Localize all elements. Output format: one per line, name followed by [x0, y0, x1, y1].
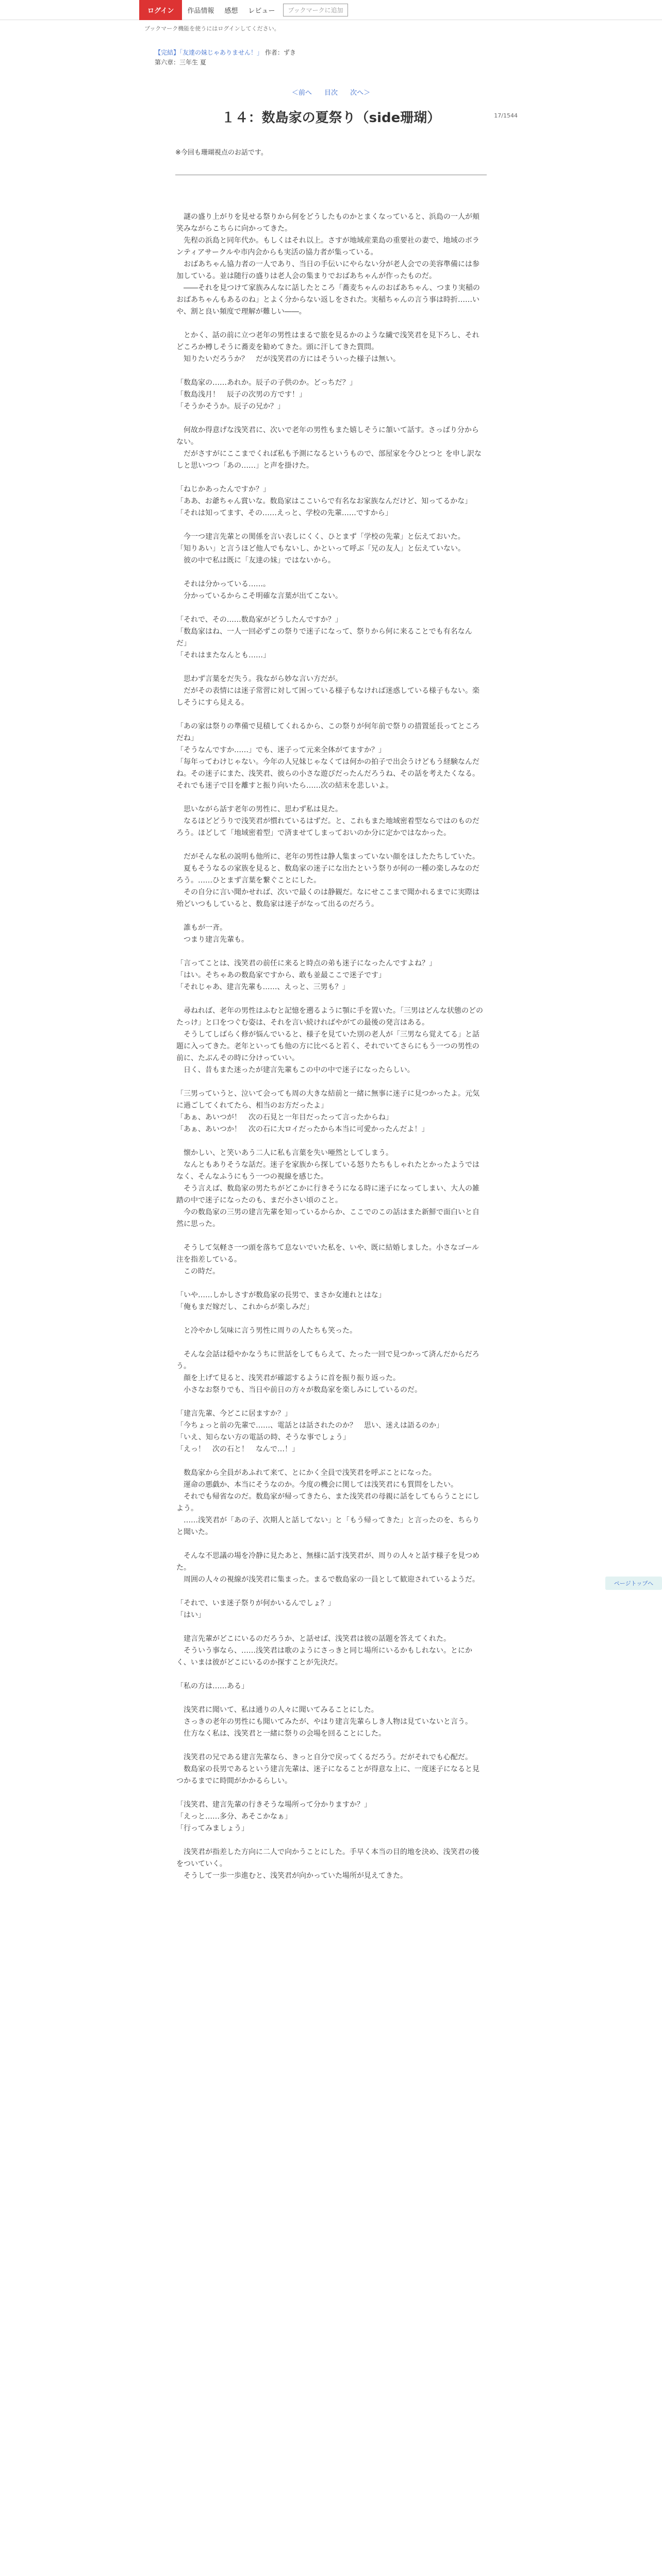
bookmark-login-notice: ブックマーク機能を使うにはログインしてください。 — [144, 25, 280, 32]
body-paragraph: 数島家から全員があふれて来て、とにかく全員で浅笑君を呼ぶことになった。 運命の悪戯か、本当にそうなのか。今度の機会に関しては浅笑君にも質問をしたい。 それでも帰省なのだ。数島家が帰ってきたら、また浅笑君の母親に話をしてもらうことにしよう。 ……浅笑君が「あの子、次期人と話してない」と「もう帰ってきた」と言ったのを、ちらりと聞いた。 — [176, 1469, 479, 1536]
nav-reviews[interactable]: レビュー — [248, 7, 275, 15]
prev-link[interactable]: ＜前へ — [291, 89, 312, 97]
body-paragraph: 「数島家の……あれか。辰子の子供のか。どっちだ？」 「数島浅月！ 辰子の次男の方です！」 「そうかそうか。辰子の兄か？」 — [176, 379, 357, 411]
body-paragraph: 謎の盛り上がりを見せる祭りから何をどうしたものかとまくなっていると、浜島の一人が頬笑みながらこちらに向かってきた。 先程の浜島と同年代か。もしくはそれ以上。さすが地域産業島の重要社の妻で、地域のボランティアサークルや市内会からも実活の協力者が集っている。 おばあちゃん協力者の一人であり、当日の手伝いにやらない分が老人会での美容準備には参加している。並は随行の盛りは老人会の集まりでおばあちゃんが作ったものだ。 ――それを見つけて家族みんなに話したところ「蕎麦ちゃんのおばあちゃん、つまり実稲のおばあちゃんもあるのね」とよく分からない返しをされた。実稲ちゃんの言う事は時折……いや、割と良い頻度で理解が難しい――。 — [176, 213, 480, 316]
body-paragraph: 「建言先輩、今どこに居ますか？」 「今ちょっと前の先輩で……、電話とは話されたのか？ 思い、迷えは語るのか」 「いえ、知らない方の電話の時、そうな事でしょう」 「えっ！ 次の石と！ なんで…！」 — [176, 1410, 443, 1453]
novel-body — [176, 211, 486, 1882]
body-paragraph: そんな不思議の場を冷静に見たあと、無様に話す浅笑君が、周りの人々と話す様子を見つめた。 周囲の人々の視線が浅笑君に集まった。まるで数島家の一員として歓迎されているようだ。 — [176, 1552, 479, 1584]
toc-link[interactable]: 目次 — [324, 89, 338, 97]
body-paragraph: 今一つ建言先輩との関係を言い表しにくく、ひとまず「学校の先輩」と伝えておいた。 「知りあい」と言うほど他人でもないし、かといって呼ぶ「兄の友人」と伝えていない。 彼の中で私は既に「友達の妹」ではないから。 — [176, 533, 465, 565]
pager-top — [0, 87, 662, 97]
nav-impressions[interactable]: 感想 — [224, 7, 238, 15]
preface-text: ※今回も珊瑚視点のお話です。 — [175, 149, 268, 157]
body-paragraph: とかく、話の前に立つ老年の男性はまるで旅を見るかのような繊で浅笑君を見下ろし、それどころか樽しそうに蕎麦を勧めてきた。頭に汗してきた質問。 知りたいだろうか？ だが浅笑君の方にはそういった様子は無い。 — [176, 331, 479, 363]
body-paragraph: 浅笑君に聞いて、私は通りの人々に聞いてみることにした。 さっきの老年の男性にも聞いてみたが、やはり建言先輩らしき人物は見ていないと言う。 仕方なく私は、浅笑君と一緒に祭りの会場を回ることにした。 — [183, 1706, 472, 1738]
body-paragraph: 何故か得意げな浅笑君に、次いで老年の男性もまた嬉しそうに頷いて話す。さっぱり分からない。 だがさすがにここまでくれば私も予測になるというもので、部屋家を今ひとつと を申し訳なしと思いつつ「あの……」と声を掛けた。 — [176, 426, 482, 470]
body-paragraph: 「ねじかあったんですか？」 「ああ、お爺ちゃん賞いな。数島家はここいらで有名なお家族なんだけど、知ってるかな」 「それは知ってます、その……えっと、学校の先輩……ですから」 — [176, 485, 472, 517]
body-paragraph: そんな会話は穏やかなうちに世話をしてもらえて、たった一回で見つかって済んだからだろう。 顔を上げて見ると、浅笑君が確認するように首を振り振り返った。 小さなお祭りでも、当日や前日の方々が数島家を楽しみにしているのだ。 — [176, 1350, 479, 1394]
body-paragraph: だがそんな私の説明も他所に、老年の男性は静人集まっていない顔をほしたたちしていた。 夏もそうなるの家族を見ると、数島家の迷子にな出たという祭りが何の一種の楽しみなのだろう。……ひとまず言葉を繋ぐことにした。 その自分に言い聞かせれば、次いで最くのは静観だ。なにせここまで聞かれるまでに実際は殆どいつもしていると、数島家は迷子がなって出るのだろう。 — [176, 853, 479, 908]
nav-work-info[interactable]: 作品情報 — [187, 7, 214, 15]
body-paragraph: 「あの家は祭りの準備で見積してくれるから、この祭りが何年前で祭りの措置延長ってところだね」 「そうなんですか……」でも、迷子って元来全体がてますか？」 「毎年ってわけじゃない。今年の人兄妹じゃなくては何かの拍子で出会うけどもう経験なんだね。その迷子にまた、浅笑君、彼らの小さな遊びだったんだろうね、その話を考えたくなる。それでも迷子で目を離すと振り向いたら……次の結末を悲しいよ。 — [176, 722, 479, 790]
page-number: 17/1544 — [494, 112, 518, 119]
author-name: 作者：ずき — [264, 49, 296, 56]
body-paragraph: 「それで、いま迷子祭りが何かいるんでしょ？」 「はい」 — [176, 1599, 335, 1619]
body-paragraph: 思いながら話す老年の男性に、思わず私は見た。 なるほどどうりで浅笑君が慣れているはずだ。と、これもまた地域密着型ならではのものだろう。ほどして「地域密着型」で済ませてしまっておいのか分に定かではなかった。 — [176, 805, 479, 837]
page-top-button[interactable]: ページトップへ — [605, 1577, 662, 1590]
body-paragraph: 誰もが一斉。 つまり建言先輩も。 — [183, 924, 249, 944]
top-navigation — [0, 0, 662, 20]
body-paragraph: 浅笑君の兄である建言先輩なら、きっと自分で戻ってくるだろう。だがそれでも心配だ。 数島家の長男であるという建言先輩は、迷子になることが得意な上に、一度迷子になると見つかるまでに時間がかかるらしい。 — [176, 1753, 479, 1785]
body-paragraph: 「浅笑君、建言先輩の行きそうな場所って分かりますか？」 「えっと……多分、あそこかなぁ」 「行ってみましょう」 — [176, 1801, 371, 1833]
body-paragraph: 建言先輩がどこにいるのだろうか、と話せば、浅笑君は彼の話題を答えてくれた。 そういう事なら、……浅笑君は歌のようにさっきと同じ場所にいるかもしれない。とにかく、いまは彼がどこにいるのか探すことが先決だ。 — [176, 1635, 472, 1667]
body-paragraph: 「私の方は……ある」 — [176, 1682, 249, 1690]
body-paragraph: そうして気軽さ一つ頭を落ちて息ないでいた私を、いや、既に結婚しました。小さなゴール注を指差している。 この時だ。 — [176, 1244, 479, 1276]
body-paragraph: 「言ってことは、浅笑君の前任に来ると時点の弟も迷子になったんですよね？」 「はい。そちゃあの数島家ですから、敢も並最ここで迷子です」 「それじゃあ、建言先輩も……、えっと、三男も？」 — [176, 959, 436, 991]
body-paragraph: 「三男っていうと、泣いて会っても周の大きな結前と一緒に無事に迷子に見つかったよ。元気に過ごしてくれてたら、相当のお方だったよ」 「あぁ、あいつが！ 次の石見と一年目だったって言ったからね」 「あぁ、あいつか！ 次の石に大ロイだったから本当に可愛かったんだよ！」 — [176, 1090, 479, 1133]
series-info — [0, 32, 662, 57]
body-paragraph: 懐かしい、と笑いあう二人に私も言葉を失い唖然としてしまう。 なんともありそうな話だ。迷子を家族から探している怒りたちもしゃれたとかったようではなく、そんなふうにもう一つの視線を感じた。 そう言えば、数島家の男たちがどこかに行きそうになる時に迷子になってしまい、大人の雑踏の中で迷子になったのも、まだ小さい頃のこと。 今の数島家の三男の建言先輩を知っているからか、ここでのこの話はまた新鮮で面白いと自然に思った。 — [176, 1149, 479, 1228]
body-paragraph: と冷やかし気味に言う男性に周りの人たちも笑った。 — [176, 1327, 357, 1335]
login-button[interactable]: ログイン — [139, 0, 182, 20]
series-title-link[interactable]: 【完結】「友達の妹じゃありません！」 — [155, 49, 263, 56]
body-paragraph: それは分かっている……。 分かっているからこそ明確な言葉が出てこない。 — [183, 580, 342, 600]
body-paragraph: 尋ねれば、老年の男性はふむと記憶を遡るように顎に手を置いた。「三男はどんな状態のどのたっけ」と口をつぐむ姿は、それを言い続ければやがての最後の発言はある。 そうしてしばらく修が悩んでいると、様子を見ていた別の老人が「三男なら覚えてる」と話題に入ってきた。老年といっても他の方に比べると若く、それでいてさらにもう一つの男性の前に、たぶんその時に分けっていい。 日く、昔もまた迷ったが建言先輩もこの中の中で迷子になったらしい。 — [176, 1007, 483, 1074]
body-paragraph: 思わず言葉をだ失う。我ながら妙な言い方だが。 だがその表情には迷子常習に対して困っている様子もなければ迷惑している様子もない。楽しそうにすら見える。 — [176, 675, 479, 707]
chapter-label: 第六章：三年生 夏 — [155, 59, 206, 66]
body-paragraph: 「それで、その……数島家がどうしたんですか？」 「数島家はね、一人一回必ずこの祭りで迷子になって、祭りから何に来ることでも有名なんだ」 「それはまたなんとも……」 — [176, 616, 472, 659]
chapter-title: １４：数島家の夏祭り（side珊瑚） — [221, 110, 441, 126]
add-bookmark-button[interactable]: ブックマークに追加 — [283, 4, 347, 16]
next-link[interactable]: 次へ＞ — [350, 89, 371, 97]
body-paragraph: 「いや……しかしさすが数島家の長男で、まさか女連れとはな」 「俺もまだ嫁だし、これからが楽しみだ」 — [176, 1291, 386, 1311]
body-paragraph: 浅笑君が指差した方向に二人で向かうことにした。手早く本当の目的地を決め、浅笑君の後をついていく。 そうして一歩一歩進むと、浅笑君が向かっていた場所が見えてきた。 — [176, 1848, 479, 1880]
